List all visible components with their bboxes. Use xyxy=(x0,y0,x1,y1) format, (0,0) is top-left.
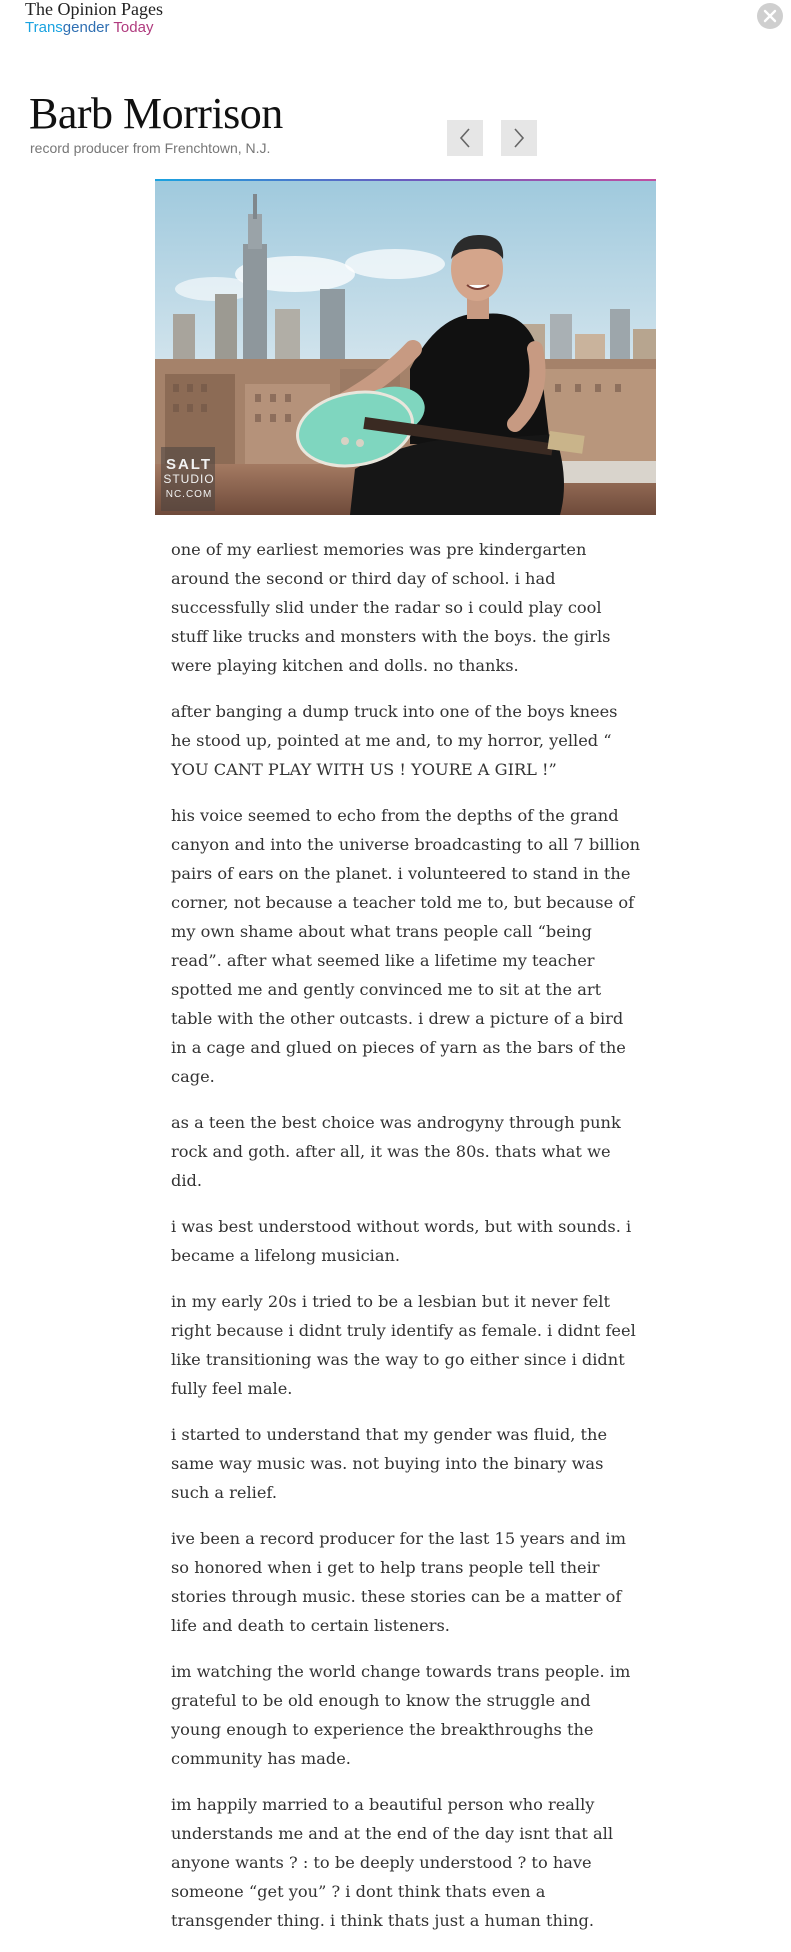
article-paragraph: i started to understand that my gender was fluid, the same way music was. not buying into the binary was such a relief. xyxy=(171,1425,608,1502)
close-icon xyxy=(763,9,777,23)
article-body xyxy=(171,535,641,1952)
section-title[interactable]: The Opinion Pages xyxy=(25,0,163,19)
next-button[interactable] xyxy=(501,120,537,156)
article-paragraph: im happily married to a beautiful person who really understands me and at the end of the day isnt that all anyone wants ? : to be deeply understood ? to have someone “get you” ? i dont think thats even a transgender thing. i think thats just a human thing. xyxy=(171,1795,614,1930)
article-paragraph: i was best understood without words, but with sounds. i became a lifelong musician. xyxy=(171,1217,632,1265)
article-paragraph: ive been a record producer for the last 15 years and im so honored when i get to help trans people tell their stories through music. these stories can be a matter of life and death to certain listeners. xyxy=(171,1529,626,1635)
portrait-image xyxy=(155,179,656,515)
close-button[interactable] xyxy=(757,3,783,29)
profile-subtitle: record producer from Frenchtown, N.J. xyxy=(30,140,271,156)
article-paragraph: his voice seemed to echo from the depths of the grand canyon and into the universe broadcasting to all 7 billion pairs of ears on the planet. i volunteered to stand in the corner, not because a teacher told me to, but because of my own shame about what trans people call “being read”. after what seemed like a lifetime my teacher spotted me and gently convinced me to sit at the art table with the other outcasts. i drew a picture of a bird in a cage and glued on pieces of yarn as the bars of the cage. xyxy=(171,806,641,1086)
watermark xyxy=(163,457,215,502)
watermark-line-1: SALT xyxy=(165,456,213,473)
masthead xyxy=(25,0,163,37)
article-paragraph: im watching the world change towards trans people. im grateful to be old enough to know the struggle and young enough to experience the breakthroughs the community has made. xyxy=(171,1662,631,1768)
portrait-photo xyxy=(155,179,656,515)
series-title[interactable] xyxy=(25,19,163,37)
previous-button[interactable] xyxy=(447,120,483,156)
article-paragraph: one of my earliest memories was pre kindergarten around the second or third day of school. i had successfully slid under the radar so i could play cool stuff like trucks and monsters with the boys. the girls were playing kitchen and dolls. no thanks. xyxy=(171,540,611,675)
series-title-part-1: Trans xyxy=(25,19,63,36)
chevron-left-icon xyxy=(458,127,472,149)
article-paragraph: after banging a dump truck into one of the boys knees he stood up, pointed at me and, to my horror, yelled “ YOU CANT PLAY WITH US ! YOURE A GIRL !” xyxy=(171,702,618,779)
profile-name: Barb Morrison xyxy=(29,89,283,138)
article-paragraph: as a teen the best choice was androgyny through punk rock and goth. after all, it was the 80s. thats what we did. xyxy=(171,1113,621,1190)
series-title-part-2: gender xyxy=(62,19,110,36)
watermark-line-3: NC.COM xyxy=(165,489,213,500)
watermark-line-2: STUDIO xyxy=(163,472,215,486)
article-paragraph: in my early 20s i tried to be a lesbian but it never felt right because i didnt truly identify as female. i didnt feel like transitioning was the way to go either since i didnt fully feel male. xyxy=(171,1292,636,1398)
series-title-part-3: Today xyxy=(109,19,154,36)
photo-accent-line xyxy=(155,179,656,181)
chevron-right-icon xyxy=(512,127,526,149)
